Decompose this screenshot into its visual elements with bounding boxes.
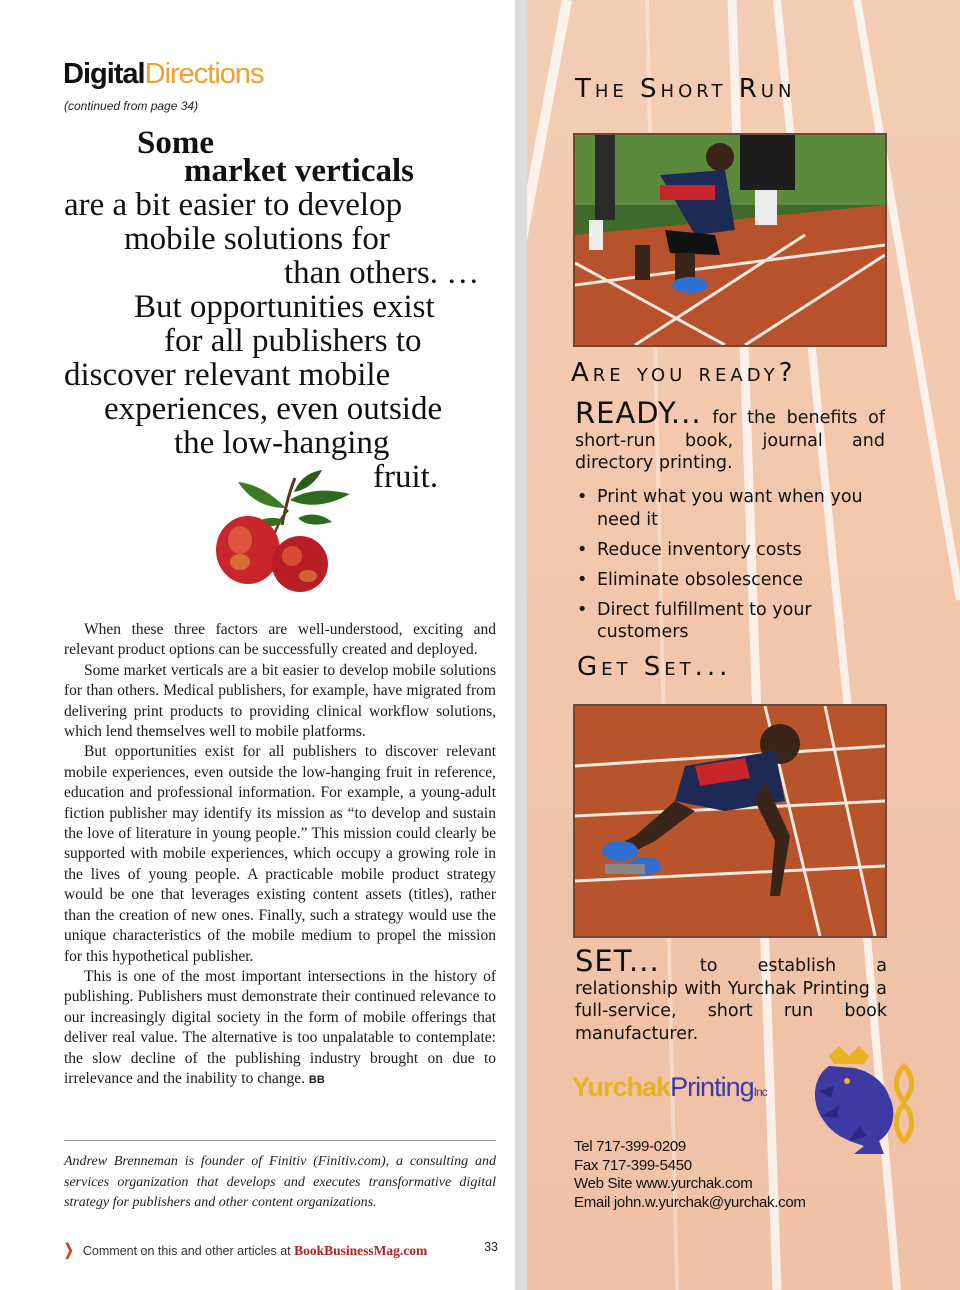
ready-heading: Are you ready? [571,358,797,388]
set-text-block [575,944,887,1045]
yurchak-logo [572,1072,767,1103]
sprinter-photo-blocks [573,704,887,938]
end-mark: BB [308,1073,325,1086]
advertisement [527,0,960,1290]
pull-quote-line: the low-hanging [174,425,390,461]
gutter [515,0,527,1290]
benefits-list [575,486,895,651]
pull-quote-line: But opportunities exist [134,289,435,325]
ready-text-block [575,396,885,475]
logo-yurchak: Yurchak [572,1072,671,1102]
bio-divider [64,1140,496,1141]
author-bio: Andrew Brenneman is founder of Finitiv (Finitiv.com), a consulting and services organization that develops and executes transformative digital strategy for publishers and other content organizations. [64,1154,496,1210]
ready-label: READY... [575,396,702,430]
body-paragraph: This is one of the most important intersections in the history of publishing. Publishers must demonstrate their continued relevance to our increasingly digital society in the form of mobile offerings that deliver real value. The alternative is too unpalatable to contemplate: the slow decline of the publishing industry brought on due to irrelevance and the inability to change. [64,967,496,1087]
set-text: to establish a relationship with Yurchak Printing a full-service, short run book manufacturer. [575,956,887,1044]
pull-quote-line: discover relevant mobile [64,357,391,393]
contact-email[interactable]: Email john.w.yurchak@yurchak.com [574,1193,806,1211]
pull-quote-line: are a bit easier to develop [64,187,403,223]
apples-illustration [210,470,360,595]
section-masthead [63,58,264,91]
list-item: • Eliminate obsolescence [575,569,895,592]
masthead-directions: Directions [144,58,264,90]
continued-note: (continued from page 34) [64,99,199,113]
article-body [64,620,496,1090]
chevron-right-icon: ❭ [62,1242,76,1259]
contact-info [574,1138,806,1212]
sprinters-photo-crouch [573,133,887,347]
lion-crest-icon [809,1046,929,1156]
list-item: • Reduce inventory costs [575,539,895,562]
list-item: • Direct fulfillment to your customers [575,599,895,644]
logo-printing: Printing [670,1072,754,1102]
masthead-digital: Digital [63,58,145,90]
ad-title: The Short Run [575,74,796,104]
footer-link[interactable]: BookBusinessMag.com [294,1243,428,1258]
pull-quote-line: mobile solutions for [124,221,390,257]
get-set-heading: Get Set... [577,652,732,682]
pull-quote-line: for all publishers to [164,323,422,359]
pull-quote-line: Some [137,125,214,161]
pull-quote-line: fruit. [373,459,439,495]
set-label: SET... [575,944,660,978]
page-footer [62,1240,498,1260]
contact-fax: Fax 717-399-5450 [574,1156,692,1174]
ready-text: for the benefits of short-run book, journal and directory printing. [575,408,885,473]
body-paragraph: When these three factors are well-understood, exciting and relevant product options can be successfully created and deployed. [64,621,496,659]
body-paragraph-last [64,967,496,1090]
pull-quote-line: experiences, even outside [104,391,443,427]
pull-quote-line: market verticals [184,153,414,189]
body-paragraph: Some market verticals are a bit easier to develop mobile solutions for than others. Medical publishers, for example, have migrated from delivering print products to providing clinical workflow solutions, which lend themselves well to mobile platforms. [64,661,496,741]
page-number: 33 [484,1240,498,1254]
contact-tel: Tel 717-399-0209 [574,1138,686,1155]
logo-inc: Inc [753,1085,767,1099]
list-item: • Print what you want when you need it [575,486,895,531]
footer-text: Comment on this and other articles at [82,1244,291,1258]
contact-web[interactable]: Web Site www.yurchak.com [574,1175,753,1192]
body-paragraph: But opportunities exist for all publishers to discover relevant mobile experiences, even outside the low-hanging fruit in reference, education and professional information. For example, a young-adult fiction publisher may identify its mission as “to develop and sustain the love of literature in young people.” This mission could clearly be supported with mobile experiences, which occupy a growing role in the lives of young people. A practicable mobile product strategy would be one that leverages existing content assets (titles), rather than the creation of new ones. Finally, such a strategy would use the unique characteristics of the mobile medium to propel the mission for this hypothetical publisher. [64,743,496,965]
pull-quote-line: than others. … [284,255,480,291]
